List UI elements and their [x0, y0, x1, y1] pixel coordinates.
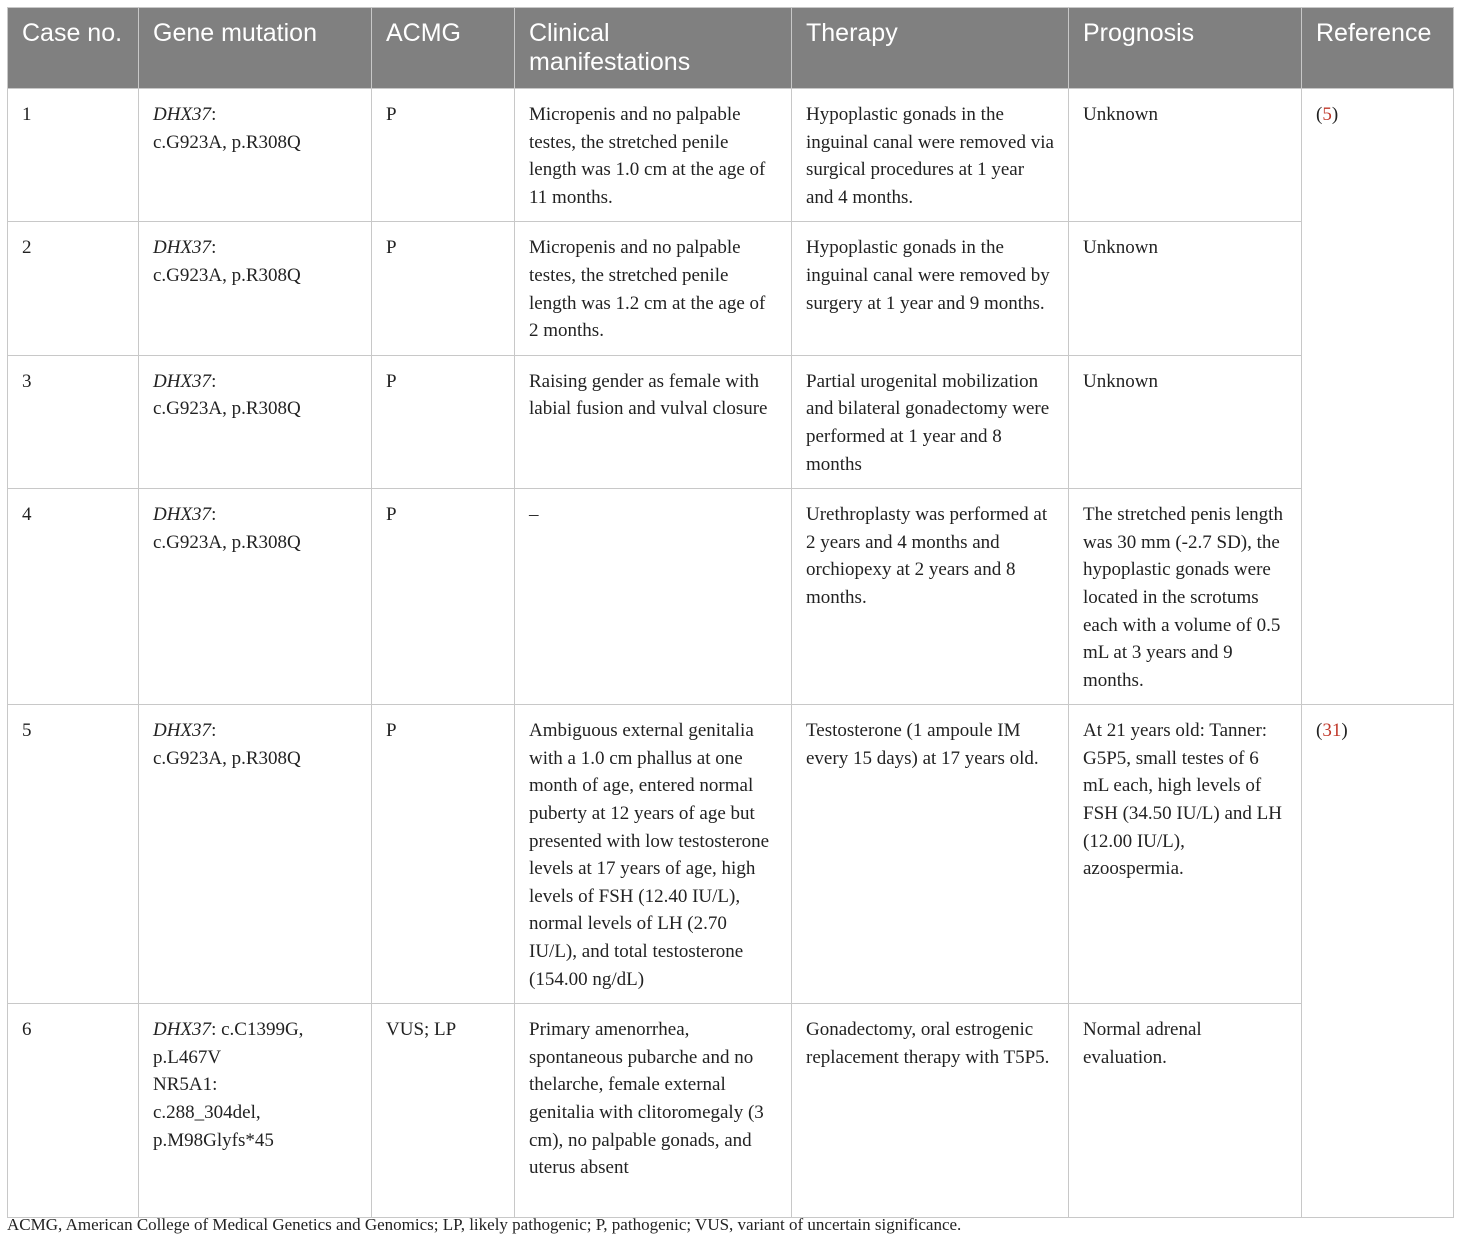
gene-name: DHX37: [153, 370, 212, 392]
clinical-manifestations: Ambiguous external genitalia with a 1.0 cm phallus at one month of age, entered normal puberty at 12 years of age but presented with low testosterone levels at 17 years of age, high levels of FSH (12.40 IU/L), normal levels of LH (2.70 IU/L), and total testosterone (154.00 ng/dL): [515, 705, 792, 1004]
acmg-class: P: [372, 89, 515, 222]
gene-mutation: [139, 1004, 372, 1218]
header-gene-mutation: Gene mutation: [139, 8, 372, 89]
gene-detail: :: [211, 237, 217, 259]
header-prognosis: Prognosis: [1069, 8, 1302, 89]
case-no: 4: [8, 489, 139, 705]
header-acmg: ACMG: [372, 8, 515, 89]
acmg-class: VUS; LP: [372, 1004, 515, 1218]
table-row: [8, 489, 1454, 705]
table-row: [8, 222, 1454, 355]
gene-line: NR5A1:: [153, 1074, 218, 1096]
therapy: Hypoplastic gonads in the inguinal canal were removed by surgery at 1 year and 9 months.: [792, 222, 1069, 355]
gene-line: c.288_304del,: [153, 1102, 261, 1123]
gene-mutation: [139, 355, 372, 488]
acmg-class: P: [372, 355, 515, 488]
prognosis: Normal adrenal evaluation.: [1069, 1004, 1302, 1218]
acmg-class: P: [372, 705, 515, 1004]
header-clinical-manifestations: Clinical manifestations: [515, 8, 792, 89]
clinical-manifestations: Micropenis and no palpable testes, the stretched penile length was 1.2 cm at the age of 2 months.: [515, 222, 792, 355]
therapy: Gonadectomy, oral estrogenic replacement therapy with T5P5.: [792, 1004, 1069, 1218]
prognosis: The stretched penis length was 30 mm (-2.7 SD), the hypoplastic gonads were located in the scrotums each with a volume of 0.5 mL at 3 years and 9 months.: [1069, 489, 1302, 705]
gene-line: p.L467V: [153, 1046, 222, 1068]
reference-link[interactable]: 5: [1322, 104, 1332, 125]
acmg-class: P: [372, 489, 515, 705]
gene-detail: :: [211, 504, 217, 526]
gene-detail: :: [211, 104, 217, 125]
prognosis: Unknown: [1069, 89, 1302, 222]
therapy: Testosterone (1 ampoule IM every 15 days) at 17 years old.: [792, 705, 1069, 1004]
prognosis: Unknown: [1069, 355, 1302, 488]
gene-name: DHX37: [153, 237, 212, 259]
header-case-no: Case no.: [8, 8, 139, 89]
case-no: 3: [8, 355, 139, 488]
gene-line: p.M98Glyfs*45: [153, 1129, 274, 1151]
table-row: [8, 355, 1454, 488]
reference-cell: (5): [1302, 89, 1454, 705]
case-no: 5: [8, 705, 139, 1004]
prognosis: Unknown: [1069, 222, 1302, 355]
acmg-class: P: [372, 222, 515, 355]
gene-detail: :: [211, 720, 217, 742]
gene-line: c.G923A, p.R308Q: [153, 264, 301, 286]
header-therapy: Therapy: [792, 8, 1069, 89]
gene-name: DHX37: [153, 720, 212, 742]
table-row: [8, 1004, 1454, 1218]
table-row: [8, 705, 1454, 1004]
therapy: Urethroplasty was performed at 2 years and 4 months and orchiopexy at 2 years and 8 months.: [792, 489, 1069, 705]
case-no: 1: [8, 89, 139, 222]
gene-line: c.G923A, p.R308Q: [153, 747, 301, 769]
gene-detail: :: [211, 370, 217, 392]
case-no: 6: [8, 1004, 139, 1218]
gene-name: DHX37: [153, 104, 212, 125]
clinical-manifestations: Micropenis and no palpable testes, the stretched penile length was 1.0 cm at the age of 11 months.: [515, 89, 792, 222]
therapy: Partial urogenital mobilization and bilateral gonadectomy were performed at 1 year and 8 months: [792, 355, 1069, 488]
gene-mutation: [139, 89, 372, 222]
reference-link[interactable]: 31: [1322, 720, 1342, 742]
clinical-manifestations: Raising gender as female with labial fusion and vulval closure: [515, 355, 792, 488]
gene-name: DHX37: [153, 1019, 212, 1041]
gene-name: DHX37: [153, 504, 212, 526]
table-row: [8, 89, 1454, 222]
prognosis: At 21 years old: Tanner: G5P5, small testes of 6 mL each, high levels of FSH (34.50 IU/L) and LH (12.00 IU/L), azoospermia.: [1069, 705, 1302, 1004]
gene-mutation: [139, 705, 372, 1004]
header-reference: Reference: [1302, 8, 1454, 89]
gene-line: c.G923A, p.R308Q: [153, 398, 301, 420]
gene-mutation: [139, 489, 372, 705]
case-no: 2: [8, 222, 139, 355]
header-row: [8, 8, 1454, 89]
clinical-manifestations: –: [515, 489, 792, 705]
table-footnote: ACMG, American College of Medical Genetics and Genomics; LP, likely pathogenic; P, pathogenic; VUS, variant of uncertain significance.: [7, 1215, 962, 1234]
gene-detail: : c.C1399G,: [211, 1019, 304, 1041]
reference-cell: (31): [1302, 705, 1454, 1218]
clinical-manifestations: Primary amenorrhea, spontaneous pubarche and no thelarche, female external genitalia with clitoromegaly (3 cm), no palpable gonads, and uterus absent: [515, 1004, 792, 1218]
gene-mutation: [139, 222, 372, 355]
gene-line: c.G923A, p.R308Q: [153, 131, 301, 153]
gene-line: c.G923A, p.R308Q: [153, 531, 301, 553]
therapy: Hypoplastic gonads in the inguinal canal were removed via surgical procedures at 1 year and 4 months.: [792, 89, 1069, 222]
case-table: [7, 7, 1454, 1218]
